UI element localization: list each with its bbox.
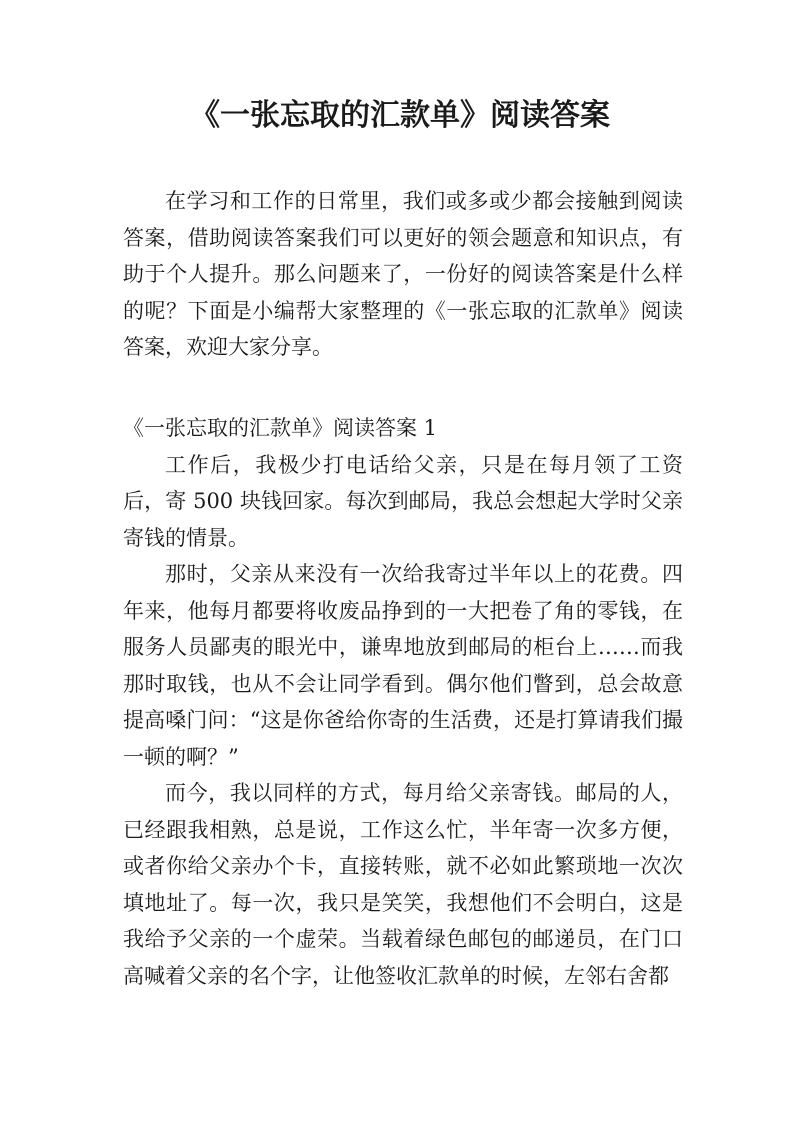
section-heading: 《一张忘取的汇款单》阅读答案 1 — [123, 416, 438, 440]
answer-section-1 — [123, 410, 683, 994]
document-title: 《一张忘取的汇款单》阅读答案 — [190, 98, 610, 133]
body-paragraph-1: 工作后，我极少打电话给父亲，只是在每月领了工资后，寄 500 块钱回家。每次到邮局，我总会想起大学时父亲寄钱的情景。 — [123, 452, 683, 550]
intro-paragraph: 在学习和工作的日常里，我们或多或少都会接触到阅读答案，借助阅读答案我们可以更好的领会题意和知识点，有助于个人提升。那么问题来了，一份好的阅读答案是什么样的呢？下面是小编帮大家整理的《一张忘取的汇款单》阅读答案，欢迎大家分享。 — [123, 189, 683, 359]
intro-block — [123, 183, 683, 366]
body-paragraph-3: 而今，我以同样的方式，每月给父亲寄钱。邮局的人，已经跟我相熟，总是说，工作这么忙，半年寄一次多方便，或者你给父亲办个卡，直接转账，就不必如此繁琐地一次次填地址了。每一次，我只是笑笑，我想他们不会明白，这是我给予父亲的一个虚荣。当载着绿色邮包的邮递员，在门口高喊着父亲的名个字，让他签收汇款单的时候，左邻右舍都 — [123, 781, 683, 988]
body-paragraph-2: 那时，父亲从来没有一次给我寄过半年以上的花费。四年来，他每月都要将收废品挣到的一大把卷了角的零钱，在服务人员鄙夷的眼光中，谦卑地放到邮局的柜台上……而我那时取钱，也从不会让同学看到。偶尔他们瞥到，总会故意提高嗓门问：“这是你爸给你寄的生活费，还是打算请我们撮一顿的啊？” — [123, 562, 683, 769]
